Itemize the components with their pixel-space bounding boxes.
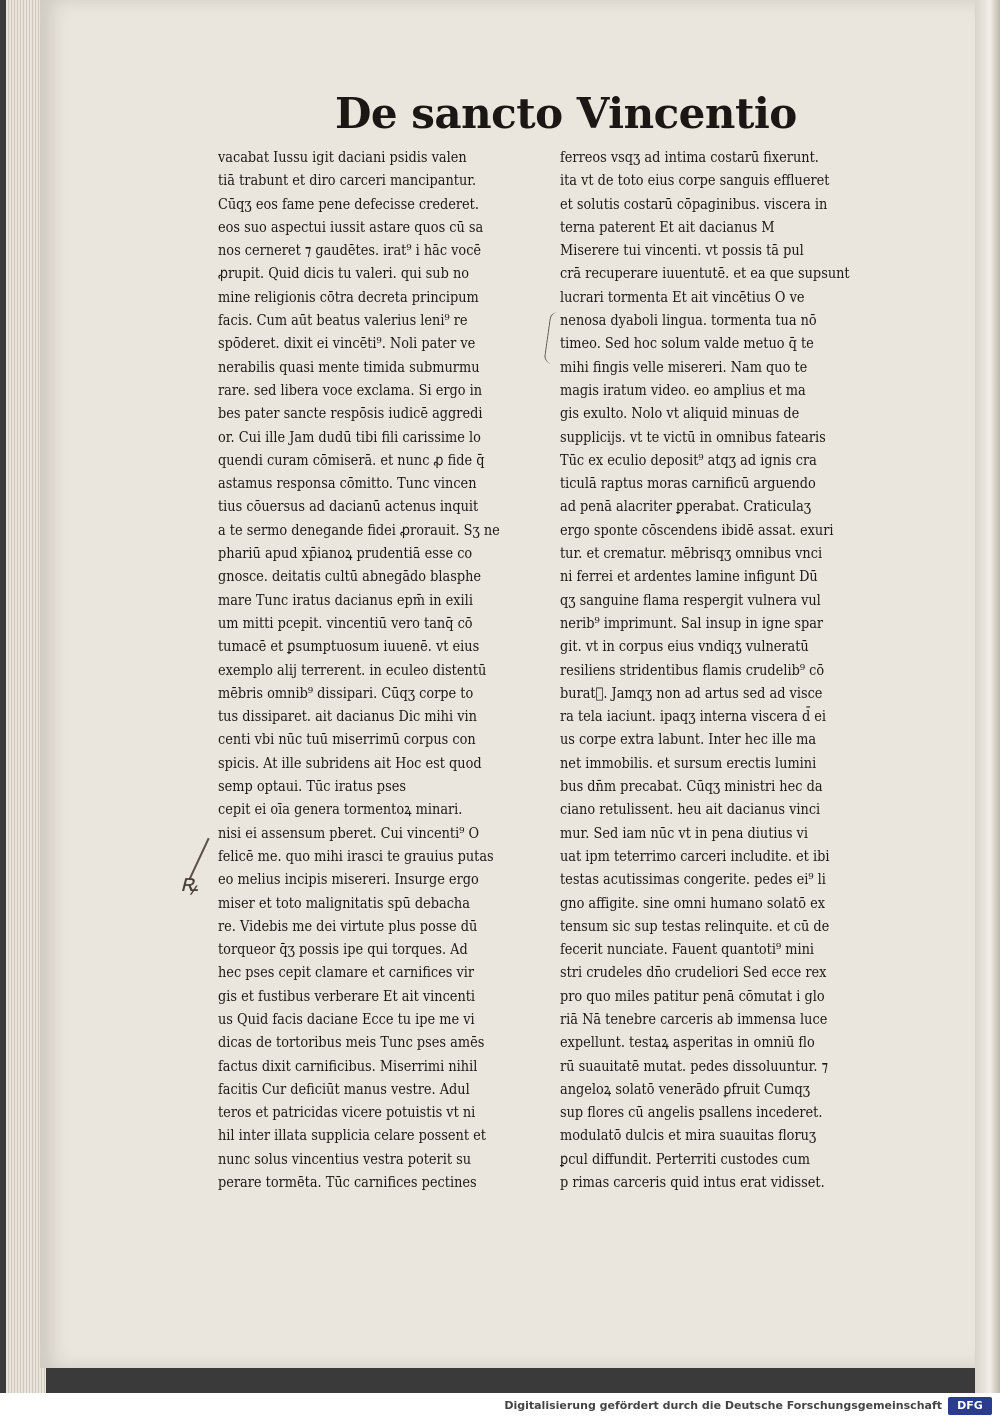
text-line: semp optaui. Tūc iratus pses [218, 777, 406, 796]
text-line: ciano retulissent. heu ait dacianus vinci [560, 800, 821, 819]
text-line: bes pater sancte respōsis iudicē aggredi [218, 404, 483, 423]
text-line: nunc solus vincentius vestra poterit su [218, 1149, 472, 1168]
text-line: eos suo aspectui iussit astare quos cū sa [218, 217, 484, 236]
text-line: qʒ sanguine flama respergit vulnera vul [560, 590, 821, 609]
text-line: mihi fingis velle misereri. Nam quo te [560, 357, 808, 376]
text-line: fecerit nunciate. Fauent quantoti⁹ mini [560, 940, 815, 959]
text-line: vacabat Iussu igit daciani psidis valen [218, 148, 467, 166]
text-line: tiā trabunt et diro carceri mancipantur. [218, 171, 477, 190]
text-line: terna paterent Et ait dacianus M [560, 217, 775, 236]
page-heading: De sancto Vincentio [335, 89, 797, 138]
text-line: felicē me. quo mihi irasci te grauius putas [218, 846, 494, 865]
text-line: et solutis costarū cōpaginibus. viscera in [560, 194, 828, 213]
text-line: eo melius incipis misereri. Insurge ergo [218, 870, 479, 889]
text-line: nos cerneret ⁊ gaudētes. irat⁹ i hāc vocē [218, 241, 482, 260]
text-line: us corpe extra labunt. Inter hec ille ma [560, 730, 817, 749]
text-line: ita vt de toto eius corpe sanguis efflueret [560, 171, 830, 190]
text-line: nerib⁹ imprimunt. Sal insup in igne spar [560, 613, 824, 632]
text-line: magis iratum video. eo amplius et ma [560, 380, 806, 399]
text-line: gis et fustibus verberare Et ait vincenti [218, 986, 476, 1005]
text-line: quendi curam cōmiserā. et nunc ꝓ fide q̄ [218, 450, 485, 469]
text-line: modulatō dulcis et mira suauitas floruʒ [560, 1126, 817, 1145]
text-line: stri crudeles dn̄o crudeliori Sed ecce rex [560, 963, 827, 982]
text-line: angeloꝝ solatō venerādo ꝑfruit Cumqʒ [560, 1079, 810, 1098]
text-line: gis exulto. Nolo vt aliquid minuas de [560, 404, 800, 423]
text-line: tumacē et ꝑsumptuosum iuuenē. vt eius [218, 637, 480, 656]
text-line: supplicijs. vt te victū in omnibus fatearis [560, 427, 826, 446]
text-line: facitis Cur deficiūt manus vestre. Adul [218, 1079, 470, 1098]
text-line: torqueor q̄ʒ possis ipe qui torques. Ad [218, 940, 468, 959]
text-line: Miserere tui vincenti. vt possis tā pul [560, 241, 804, 260]
text-line: rare. sed libera voce exclama. Si ergo in [218, 380, 483, 399]
text-line: centi vbi nūc tuū miserrimū corpus con [218, 730, 476, 749]
dfg-logo: DFG [948, 1397, 992, 1415]
text-line: a te sermo denegande fidei ꝓrorauit. Sʒ ne [218, 520, 500, 539]
text-line: or. Cui ille Jam dudū tibi fili carissime lo [218, 427, 481, 446]
text-line: rū suauitatē mutat. pedes dissoluuntur. ⁊ [560, 1056, 829, 1075]
text-line: riā Nā tenebre carceris ab immensa luce [560, 1009, 828, 1028]
text-line: tus dissiparet. ait dacianus Dic mihi vin [218, 707, 477, 726]
text-line: ni ferrei et ardentes lamine infigunt Dū [560, 567, 818, 586]
text-line: uat ipm teterrimo carceri includite. et ibi [560, 846, 830, 865]
text-line: perare tormēta. Tūc carnifices pectines [218, 1173, 477, 1192]
text-line: timeo. Sed hoc solum valde metuo q̄ te [560, 334, 814, 353]
text-line: tius cōuersus ad dacianū actenus inquit [218, 497, 479, 516]
text-line: tensum sic sup testas relinquite. et cū de [560, 916, 830, 935]
text-line: Tūc ex eculio deposit⁹ atqʒ ad ignis cra [560, 450, 817, 469]
text-line: ad penā alacriter ꝑperabat. Craticulaʒ [560, 497, 812, 516]
text-line: exemplo alij terrerent. in eculeo distentū [218, 660, 487, 679]
text-line: spōderet. dixit ei vincēti⁹. Noli pater ve [218, 334, 476, 353]
text-line: lucrari tormenta Et ait vincētius O ve [560, 287, 805, 306]
text-line: ergo sponte cōscendens ibidē assat. exuri [560, 520, 834, 539]
text-line: us Quid facis daciane Ecce tu ipe me vi [218, 1009, 475, 1028]
text-line: bus dn̄m precabat. Cūqʒ ministri hec da [560, 777, 823, 796]
text-line: miser et toto malignitatis spū debacha [218, 893, 470, 912]
text-line: ra tela iaciunt. ipaqʒ interna viscera d̄ ei [560, 707, 827, 726]
margin-handwritten-mark: ꝶ [180, 869, 199, 897]
right-text-column [560, 146, 905, 1194]
text-line: ꝓrupit. Quid dicis tu valeri. qui sub no [218, 264, 470, 283]
text-line: mare Tunc iratus dacianus epm̄ in exili [218, 590, 473, 609]
text-line: gno affigite. sine omni humano solatō ex [560, 893, 826, 912]
text-line: net immobilis. et sursum erectis lumini [560, 753, 817, 772]
text-line: phariū apud xp̄ianoꝝ prudentiā esse co [218, 544, 473, 563]
text-line: re. Videbis me dei virtute plus posse dū [218, 916, 478, 935]
text-line: teros et patricidas vicere potuistis vt ni [218, 1103, 476, 1122]
text-line: factus dixit carnificibus. Miserrimi nihil [218, 1056, 478, 1075]
text-line: buratᷓ. Jamqʒ non ad artus sed ad visce [560, 683, 823, 702]
text-line: ferreos vsqʒ ad intima costarū fixerunt. [560, 148, 819, 166]
text-line: hil inter illata supplicia celare possent et [218, 1126, 486, 1145]
text-line: facis. Cum aūt beatus valerius leni⁹ re [218, 311, 468, 330]
text-line: mēbris omnib⁹ dissipari. Cūqʒ corpe to [218, 683, 474, 702]
text-line: crā recuperare iuuentutē. et ea que supsunt [560, 264, 850, 283]
text-line: cepit ei oīa genera tormentoꝝ minari. [218, 800, 463, 819]
text-line: nenosa dyaboli lingua. tormenta tua nō [560, 311, 817, 330]
text-line: nerabilis quasi mente timida submurmu [218, 357, 480, 376]
book-right-edge [975, 0, 1000, 1393]
text-line: mine religionis cōtra decreta principum [218, 287, 479, 306]
text-line: dicas de tortoribus meis Tunc pses amēs [218, 1033, 485, 1052]
text-line: resiliens stridentibus flamis crudelib⁹ cō [560, 660, 825, 679]
text-line: astamus responsa cōmitto. Tunc vincen [218, 474, 477, 493]
text-line: p rimas carceris quid intus erat vidisset. [560, 1173, 825, 1192]
left-text-column [218, 146, 548, 1194]
footer-credit-text: Digitalisierung gefördert durch die Deutsche Forschungsgemeinschaft [504, 1399, 942, 1412]
text-line: um mitti pcepit. vincentiū vero tanq̄ cō [218, 613, 473, 632]
text-line: mur. Sed iam nūc vt in pena diutius vi [560, 823, 808, 842]
text-line: expellunt. testaꝝ asperitas in omniū flo [560, 1033, 815, 1052]
text-line: sup flores cū angelis psallens incederet. [560, 1103, 823, 1122]
text-line: hec pses cepit clamare et carnifices vir [218, 963, 475, 982]
text-line: nisi ei assensum pberet. Cui vincenti⁹ O [218, 823, 480, 842]
text-line: testas acutissimas congerite. pedes ei⁹ li [560, 870, 826, 889]
text-line: ticulā raptus moras carnificū arguendo [560, 474, 816, 493]
text-line: spicis. At ille subridens ait Hoc est quod [218, 753, 482, 772]
text-line: Cūqʒ eos fame pene defecisse crederet. [218, 194, 479, 213]
text-line: git. vt in corpus eius vndiqʒ vulneratū [560, 637, 809, 656]
text-line: ꝑcul diffundit. Perterriti custodes cum [560, 1149, 810, 1168]
text-line: pro quo miles patitur penā cōmutat i glo [560, 986, 825, 1005]
text-line: tur. et crematur. mēbrisqʒ omnibus vnci [560, 544, 823, 563]
digitization-footer [0, 1393, 1000, 1419]
text-line: gnosce. deitatis cultū abnegādo blasphe [218, 567, 482, 586]
